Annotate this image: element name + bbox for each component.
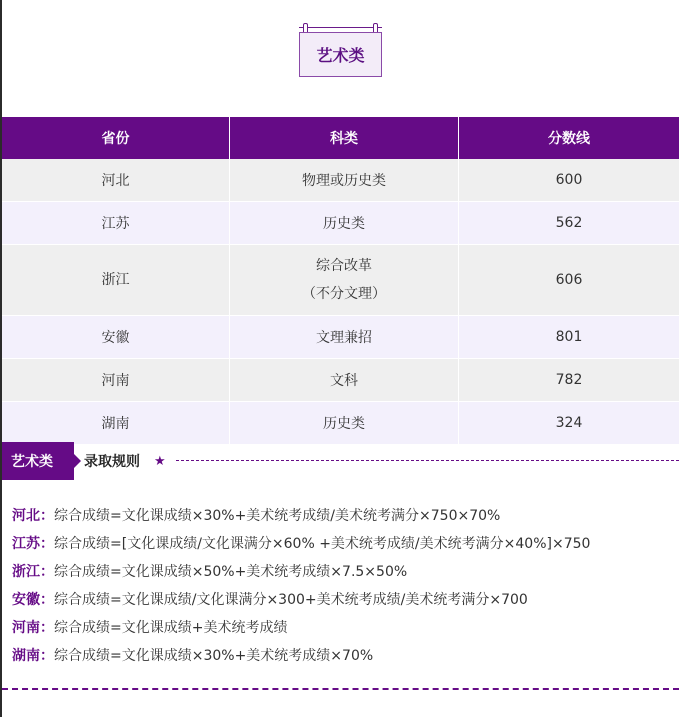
cell-score: 606: [459, 245, 680, 316]
rule-formula: 综合成绩=文化课成绩/文化课满分×300+美术统考成绩/美术统考满分×700: [54, 592, 528, 608]
cell-score: 801: [459, 316, 680, 359]
cell-subject: 文理兼招: [230, 316, 459, 359]
page-title: 艺术类: [299, 32, 382, 77]
section-label: 录取规则: [84, 454, 140, 470]
cell-score: 600: [459, 159, 680, 202]
cell-province: 江苏: [2, 202, 230, 245]
title-tag: [299, 27, 382, 77]
star-icon: ★: [154, 453, 166, 469]
table-row: [2, 402, 679, 445]
table-row: [2, 202, 679, 245]
rule-province: 安徽：: [12, 592, 54, 608]
cell-subject: 文科: [230, 359, 459, 402]
header-subject: 科类: [230, 117, 459, 159]
cell-subject: 物理或历史类: [230, 159, 459, 202]
rule-item: [12, 586, 677, 614]
bottom-divider: [2, 688, 679, 690]
cell-subject: 历史类: [230, 402, 459, 445]
table-row: [2, 359, 679, 402]
rules-list: [12, 502, 677, 670]
cell-score: 324: [459, 402, 680, 445]
rule-formula: 综合成绩=文化课成绩+美术统考成绩: [54, 620, 288, 636]
cell-score: 782: [459, 359, 680, 402]
cell-subject: 历史类: [230, 202, 459, 245]
rule-formula: 综合成绩=文化课成绩×50%+美术统考成绩×7.5×50%: [54, 564, 408, 580]
table-header-row: [2, 117, 679, 159]
cell-province: 安徽: [2, 316, 230, 359]
cell-province: 河南: [2, 359, 230, 402]
rule-province: 浙江：: [12, 564, 54, 580]
rule-formula: 综合成绩=文化课成绩×30%+美术统考成绩×70%: [54, 648, 374, 664]
rule-province: 河南：: [12, 620, 54, 636]
score-table: [2, 117, 679, 445]
rule-item: [12, 502, 677, 530]
cell-province: 河北: [2, 159, 230, 202]
rule-item: [12, 558, 677, 586]
dashed-divider: [176, 460, 679, 461]
cell-score: 562: [459, 202, 680, 245]
rule-formula: 综合成绩=文化课成绩×30%+美术统考成绩/美术统考满分×750×70%: [54, 508, 501, 524]
arrow-icon: [74, 454, 81, 468]
cell-subject: [230, 245, 459, 316]
rule-item: [12, 642, 677, 670]
rule-formula: 综合成绩=[文化课成绩/文化课满分×60% +美术统考成绩/美术统考满分×40%]×750: [54, 536, 591, 552]
rule-item: [12, 614, 677, 642]
cell-province: 浙江: [2, 245, 230, 316]
rule-province: 河北：: [12, 508, 54, 524]
table-row: [2, 316, 679, 359]
rule-province: 江苏：: [12, 536, 54, 552]
rule-item: [12, 530, 677, 558]
cell-subject-line2: （不分文理）: [302, 286, 386, 302]
cell-province: 湖南: [2, 402, 230, 445]
section-tag: 艺术类: [2, 442, 74, 480]
table-row: [2, 159, 679, 202]
table-row: [2, 245, 679, 316]
header-province: 省份: [2, 117, 230, 159]
header-score: 分数线: [459, 117, 680, 159]
cell-subject-line1: 综合改革: [316, 258, 372, 274]
section-header: [2, 442, 679, 480]
rule-province: 湖南：: [12, 648, 54, 664]
